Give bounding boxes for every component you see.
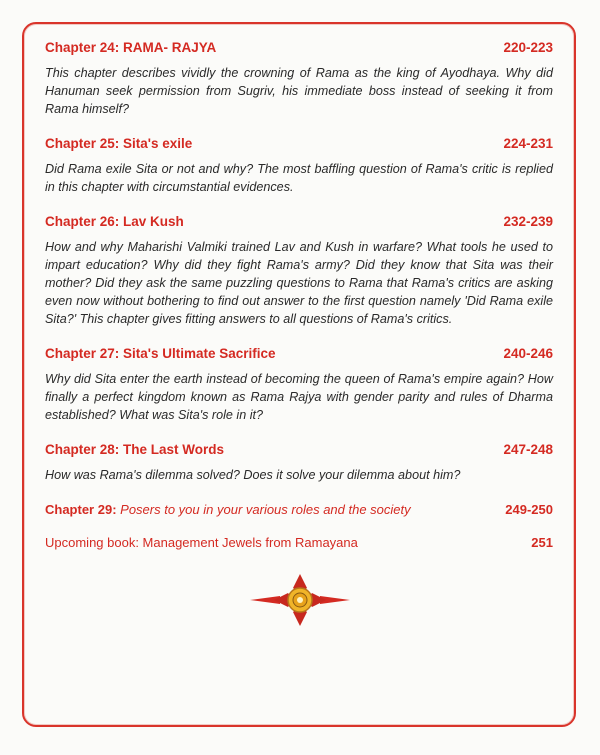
chapter-title: Chapter 29: [45,502,117,517]
chapter-description: How and why Maharishi Valmiki trained Lav and Kush in warfare? What tools he used to impart education? Why did they fight Rama's army? Did they know that Sita was their mother? Did they ask the same puzzling questions to Rama that Rama's critics are asking even now without bothering to find out answer to the first question namely 'Did Rama exile Sita?' This chapter gives fitting answers to all questions of Rama's critics. [45,240,553,326]
chapter-description: Why did Sita enter the earth instead of becoming the queen of Rama's empire again? How finally a perfect kingdom known as Rama Rajya with gender parity and rules of Dharma established? What was Sita's role in it? [45,372,553,422]
chapter-title: Chapter 27: Sita's Ultimate Sacrifice [45,346,276,361]
upcoming-book-title: Upcoming book: Management Jewels from Ramayana [45,535,358,550]
chapter-title: Chapter 24: RAMA- RAJYA [45,40,217,55]
decorative-ornament-icon [180,572,420,628]
chapter-heading [45,40,553,55]
chapter-pages: 249-250 [505,502,553,517]
toc-content [45,40,553,550]
chapter-heading [45,442,553,457]
toc-entry-ch26 [45,214,553,328]
chapter-title: Chapter 28: The Last Words [45,442,225,457]
chapter-pages: 220-223 [503,40,553,55]
chapter-pages: 247-248 [503,442,553,457]
chapter-description: Did Rama exile Sita or not and why? The most baffling question of Rama's critic is replied in this chapter with circumstantial evidences. [45,162,553,194]
chapter-heading [45,346,553,361]
chapter-description: How was Rama's dilemma solved? Does it solve your dilemma about him? [45,468,461,482]
chapter-heading [45,214,553,229]
toc-entry-ch29 [45,502,553,517]
chapter-title: Chapter 26: Lav Kush [45,214,184,229]
upcoming-book-pages: 251 [531,535,553,550]
upcoming-book-entry [45,535,553,550]
chapter-pages: 232-239 [503,214,553,229]
toc-entry-ch28 [45,442,553,484]
chapter-title: Chapter 25: Sita's exile [45,136,193,151]
toc-entry-ch25 [45,136,553,196]
chapter-subtitle: Posers to you in your various roles and the society [120,502,411,517]
toc-entry-ch27 [45,346,553,424]
chapter-pages: 224-231 [503,136,553,151]
chapter-pages: 240-246 [503,346,553,361]
toc-entry-ch24 [45,40,553,118]
chapter-heading [45,136,553,151]
chapter-description: This chapter describes vividly the crowning of Rama as the king of Ayodhaya. Why did Hanuman seek permission from Sugriv, his immediate boss instead of seeking it from Rama himself? [45,66,553,116]
